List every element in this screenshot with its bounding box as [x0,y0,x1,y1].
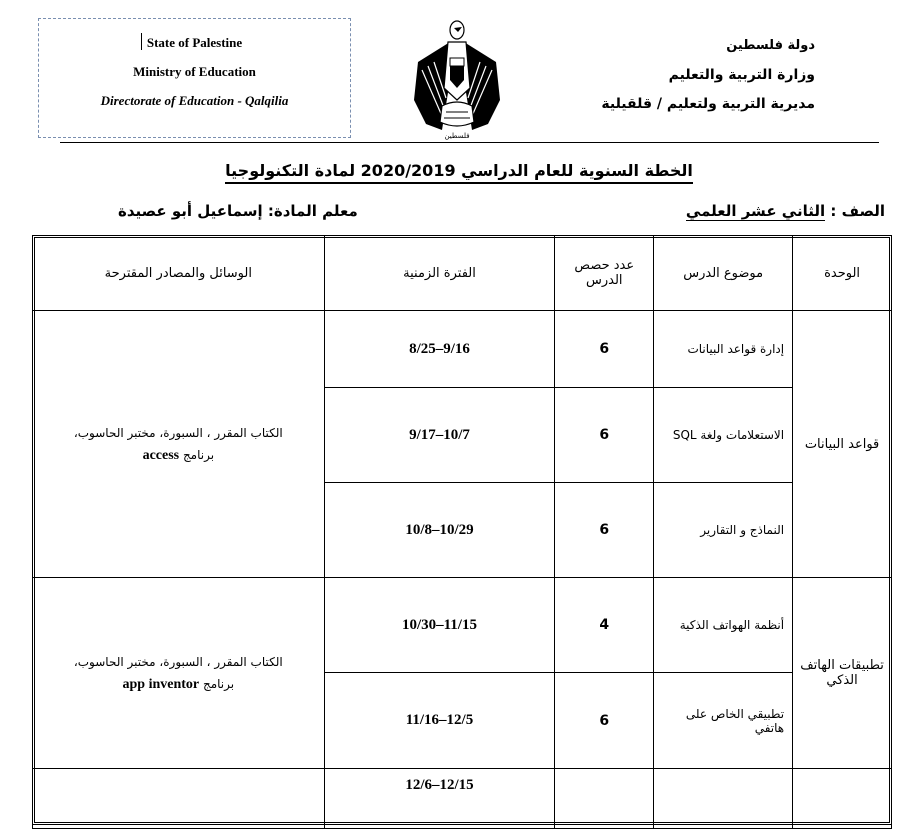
grade-value: الثاني عشر العلمي [685,202,826,220]
table-row [33,311,892,388]
english-header-box [38,18,351,138]
state-name-en: State of Palestine [146,35,243,50]
document-title-text: الخطة السنوية للعام الدراسي 2020/2019 لمادة التكنولوجيا [225,161,693,184]
topic-cell [654,769,793,829]
topic-cell: إدارة قواعد البيانات [654,311,793,388]
unit-cell: تطبيقات الهاتف الذكي [793,578,892,769]
palestine-eagle-emblem-icon [412,18,502,142]
period-cell: 8/25–9/16 [324,311,555,388]
document-title [0,161,918,180]
directorate-name-ar: مديرية التربية ولتعليم / قلقيلية [601,96,815,112]
state-name-ar: دولة فلسطين [726,38,815,53]
period-cell: 11/16–12/5 [324,673,555,769]
count-cell: 6 [555,311,654,388]
grade-line [686,202,885,220]
topic-cell: النماذج و التقارير [654,483,793,578]
topic-cell: الاستعلامات ولغة SQL [654,388,793,483]
unit-cell [793,769,892,829]
resources-cell: الكتاب المقرر ، السبورة، مختبر الحاسوب، برنامج app inventor [33,578,325,769]
table-header-row [33,236,892,311]
teacher-line [118,202,358,220]
header-resources: الوسائل والمصادر المقترحة [33,236,325,311]
period-cell: 10/8–10/29 [324,483,555,578]
annual-plan-table [32,235,892,829]
resources-cell [33,769,325,829]
period-cell: 9/17–10/7 [324,388,555,483]
header-divider [60,142,879,143]
directorate-name-en: Directorate of Education - Qalqilia [100,93,289,108]
ministry-name-ar: وزارة التربية والتعليم [668,67,815,83]
count-cell: 6 [555,673,654,769]
count-cell: 6 [555,483,654,578]
unit-cell: قواعد البيانات [793,311,892,578]
teacher-name: إسماعيل أبو عصيدة [118,202,263,220]
topic-cell: تطبيقي الخاص على هاتفي [654,673,793,769]
count-cell: 6 [555,388,654,483]
ministry-name-en: Ministry of Education [133,64,256,79]
table-row [33,578,892,673]
emblem-caption: فلسطين [444,132,470,140]
topic-cell: أنظمة الهواتف الذكية [654,578,793,673]
header-topic: موضوع الدرس [654,236,793,311]
grade-label: الصف : [830,202,885,220]
teacher-label: معلم المادة: [267,202,358,220]
table-row [33,769,892,829]
count-cell [555,769,654,829]
header-period: الفترة الزمنية [324,236,555,311]
period-cell: 12/6–12/15 [324,769,555,829]
resources-cell: الكتاب المقرر ، السبورة، مختبر الحاسوب، برنامج access [33,311,325,578]
period-cell: 10/30–11/15 [324,578,555,673]
header-count: عدد حصص الدرس [555,236,654,311]
header-unit: الوحدة [793,236,892,311]
count-cell: 4 [555,578,654,673]
